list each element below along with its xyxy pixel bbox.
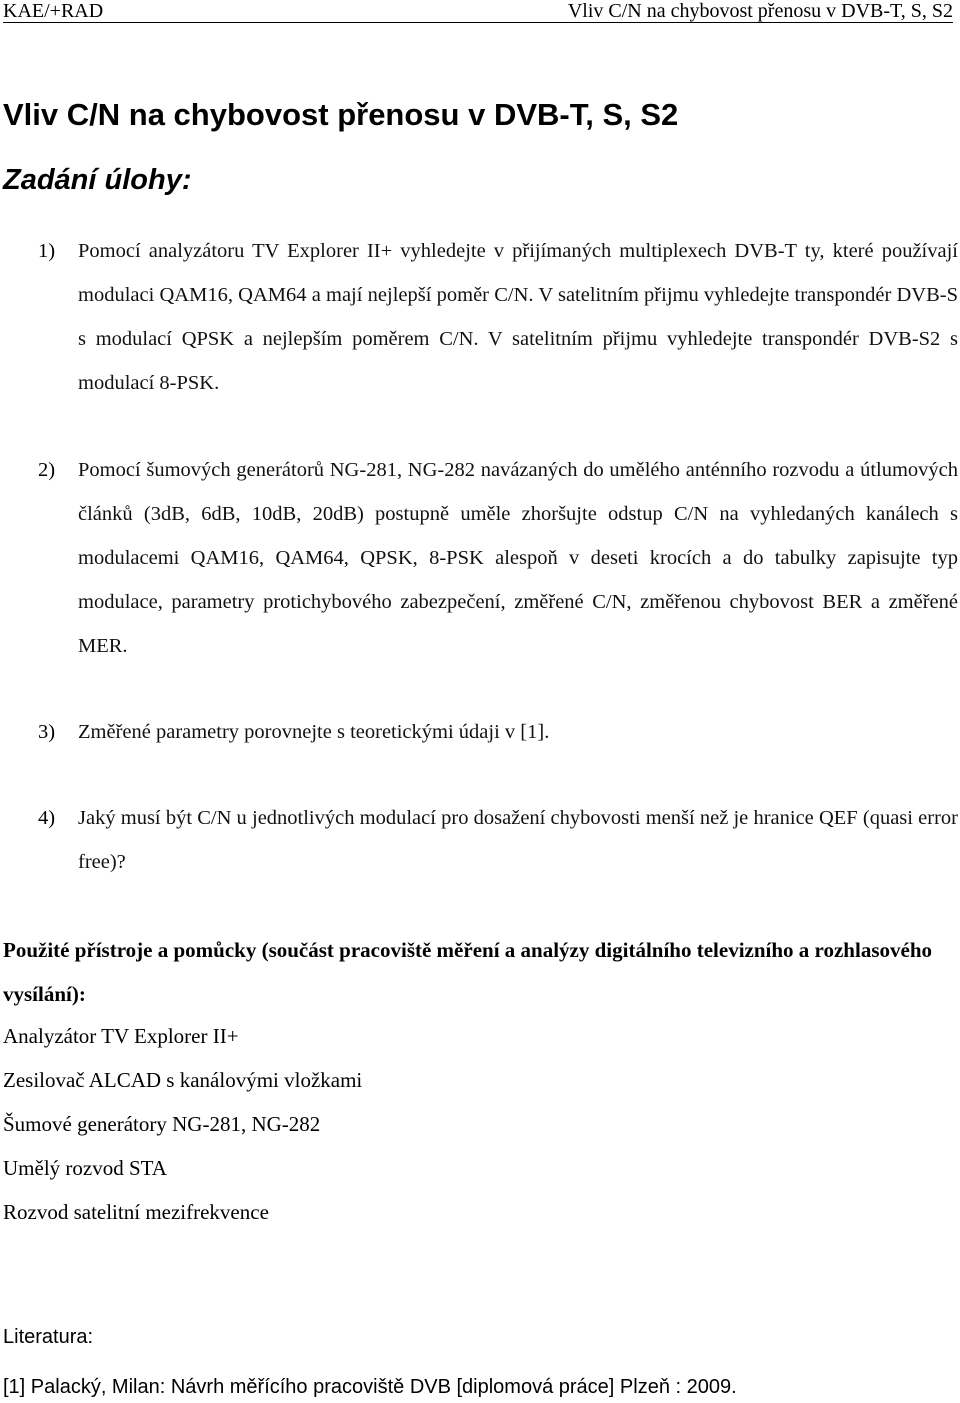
header-document-title: Vliv C/N na chybovost přenosu v DVB-T, S, S2 xyxy=(567,0,953,22)
section-heading-assignment: Zadání úlohy: xyxy=(3,164,192,196)
page-title: Vliv C/N na chybovost přenosu v DVB-T, S, S2 xyxy=(3,97,679,132)
task-text: Jaký musí být C/N u jednotlivých modulací pro dosažení chybovosti menší než je hranice QEF (quasi error free)? xyxy=(78,807,958,873)
task-item-4 xyxy=(38,796,958,884)
header-course-code: KAE/+RAD xyxy=(3,0,104,22)
list-item: Rozvod satelitní mezifrekvence xyxy=(3,1200,269,1224)
list-item: Šumové generátory NG-281, NG-282 xyxy=(3,1112,321,1136)
list-item: Analyzátor TV Explorer II+ xyxy=(3,1024,239,1048)
task-text: Pomocí šumových generátorů NG-281, NG-282 navázaných do umělého anténního rozvodu a útlumových článků (3dB, 6dB, 10dB, 20dB) postupně uměle zhoršujte odstup C/N na vyhledaných kanálech s modulacemi QAM16, QAM64, QPSK, 8-PSK alespoň v deseti krocích a do tabulky zapisujte typ modulace, parametry protichybového zabezpečení, změřené C/N, změřenou chybovost BER a změřené MER. xyxy=(78,459,958,657)
task-item-2 xyxy=(38,448,958,668)
task-text: Pomocí analyzátoru TV Explorer II+ vyhledejte v přijímaných multiplexech DVB-T ty, které používají modulaci QAM16, QAM64 a mají nejlepší poměr C/N. V satelitním přijmu vyhledejte transpondér DVB-S s modulací QPSK a nejlepším poměrem C/N. V satelitním přijmu vyhledejte transpondér DVB-S2 s modulací 8-PSK. xyxy=(78,240,958,394)
tool-list xyxy=(3,1014,362,1234)
task-number: 4) xyxy=(38,807,56,829)
literature-label: Literatura: xyxy=(3,1326,94,1348)
task-item-3 xyxy=(38,710,958,754)
task-number: 3) xyxy=(38,721,56,743)
tools-heading: Použité přístroje a pomůcky (součást pracoviště měření a analýzy digitálního televizního a rozhlasového vysílání): xyxy=(3,938,932,1006)
list-item: Umělý rozvod STA xyxy=(3,1156,167,1180)
literature-reference: [1] Palacký, Milan: Návrh měřícího pracoviště DVB [diplomová práce] Plzeň : 2009. xyxy=(3,1376,737,1398)
task-item-1 xyxy=(38,229,958,405)
task-number: 2) xyxy=(38,459,56,481)
list-item: Zesilovač ALCAD s kanálovými vložkami xyxy=(3,1068,363,1092)
page-header xyxy=(3,0,953,23)
task-number: 1) xyxy=(38,240,56,262)
task-text: Změřené parametry porovnejte s teoretickými údaji v [1]. xyxy=(78,721,550,743)
